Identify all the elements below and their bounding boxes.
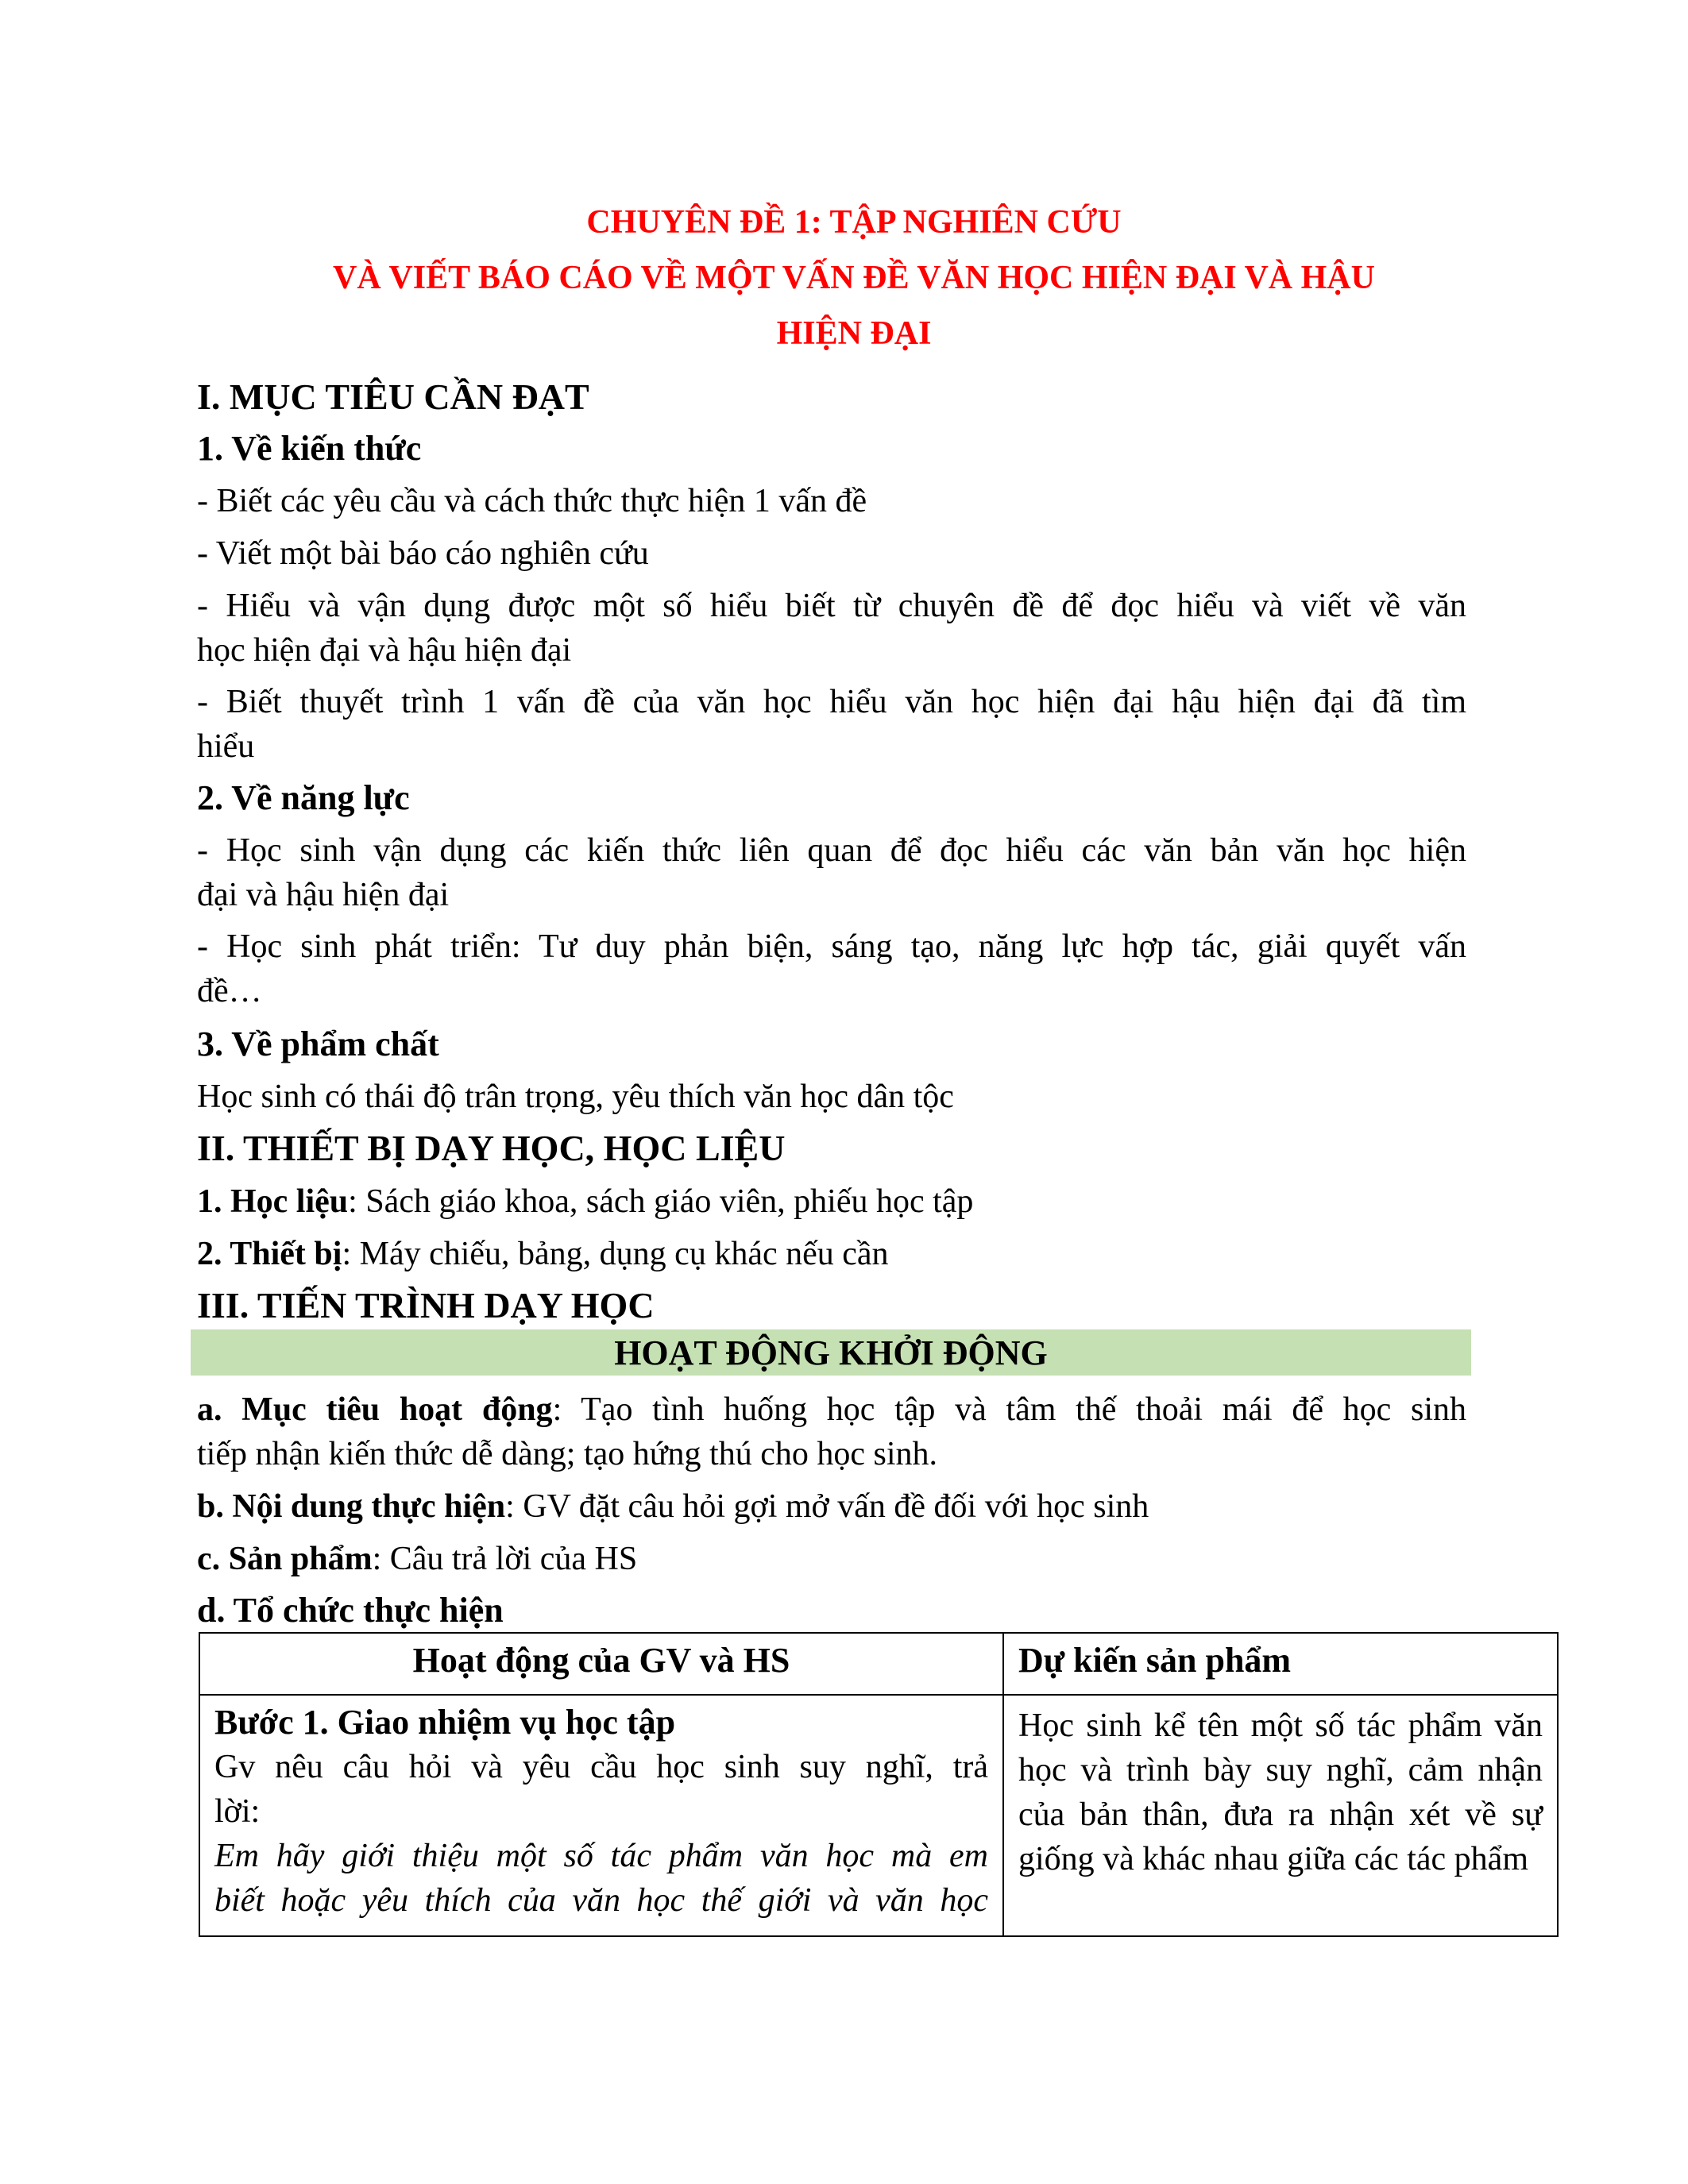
competence-item-2-line-2: đề… (197, 973, 262, 1009)
equipment-text: : Máy chiếu, bảng, dụng cụ khác nếu cần (342, 1236, 889, 1272)
product-text: : Câu trả lời của HS (372, 1541, 638, 1577)
content-label: b. Nội dung thực hiện (197, 1488, 506, 1525)
knowledge-item-3-line-2: học hiện đại và hậu hiện đại (197, 632, 572, 669)
competence-item-1-line-1: - Học sinh vận dụng các kiến thức liên quan để đọc hiểu các văn bản văn học hiện (197, 832, 1466, 869)
table-header-row (199, 1633, 1558, 1695)
competence-item-2-line-1: - Học sinh phát triển: Tư duy phản biện, sáng tạo, năng lực hợp tác, giải quyết vấn (197, 928, 1466, 965)
step-1-title: Bước 1. Giao nhiệm vụ học tập (214, 1703, 676, 1742)
knowledge-item-2: - Viết một bài báo cáo nghiên cứu (197, 535, 649, 572)
organization-table (199, 1632, 1559, 1937)
materials-label: 1. Học liệu (197, 1183, 349, 1220)
materials-text: : Sách giáo khoa, sách giáo viên, phiếu học tập (348, 1183, 974, 1220)
table-row (199, 1695, 1558, 1936)
section-1-heading: I. MỤC TIÊU CẦN ĐẠT (197, 376, 589, 417)
title-line-3: HIỆN ĐẠI (776, 315, 932, 352)
objective-text: : Tạo tình huống học tập và tâm thế thoải mái để học sinh (552, 1391, 1467, 1428)
section-2-heading: II. THIẾT BỊ DẠY HỌC, HỌC LIỆU (197, 1128, 786, 1168)
product-label: c. Sản phẩm (197, 1541, 373, 1577)
content-line (197, 1484, 1466, 1529)
objective-label: a. Mục tiêu hoạt động (197, 1391, 553, 1428)
quality-item: Học sinh có thái độ trân trọng, yêu thích văn học dân tộc (197, 1078, 954, 1115)
section-3-heading: III. TIẾN TRÌNH DẠY HỌC (197, 1285, 655, 1325)
competence-item-1-line-2: đại và hậu hiện đại (197, 877, 450, 913)
expected-product-text: Học sinh kể tên một số tác phẩm văn học và trình bày suy nghĩ, cảm nhận của bản thân, đưa ra nhận xét về sự giống và khác nhau giữa các tác phẩm (1018, 1707, 1543, 1877)
knowledge-item-3-line-1: - Hiểu và vận dụng được một số hiểu biết từ chuyên đề để đọc hiểu và viết về văn (197, 588, 1466, 624)
title-line-2: VÀ VIẾT BÁO CÁO VỀ MỘT VẤN ĐỀ VĂN HỌC HIỆN ĐẠI VÀ HẬU (333, 260, 1375, 296)
gv-request-line-2: lời: (214, 1793, 261, 1830)
knowledge-item-1: - Biết các yêu cầu và cách thức thực hiện 1 vấn đề (197, 483, 867, 519)
materials-line (197, 1179, 1466, 1224)
table-header-activity: Hoạt động của GV và HS (199, 1633, 1003, 1695)
objective-line-1 (197, 1387, 1466, 1432)
product-cell (1003, 1695, 1558, 1936)
title-line-1: CHUYÊN ĐỀ 1: TẬP NGHIÊN CỨU (586, 204, 1122, 241)
objective-line-2: tiếp nhận kiến thức dễ dàng; tạo hứng thú cho học sinh. (197, 1436, 937, 1472)
content-text: : GV đặt câu hỏi gợi mở vấn đề đối với học sinh (505, 1488, 1149, 1525)
equipment-line (197, 1232, 1466, 1276)
sub-heading-quality: 3. Về phẩm chất (197, 1024, 439, 1063)
question-line-2: biết hoặc yêu thích của văn học thế giới và văn học (214, 1882, 988, 1919)
table-header-product: Dự kiến sản phẩm (1003, 1633, 1558, 1695)
sub-heading-competence: 2. Về năng lực (197, 778, 410, 817)
equipment-label: 2. Thiết bị (197, 1236, 342, 1272)
product-line (197, 1537, 1466, 1581)
knowledge-item-4-line-2: hiểu (197, 728, 255, 765)
knowledge-item-4-line-1: - Biết thuyết trình 1 vấn đề của văn học hiểu văn học hiện đại hậu hiện đại đã tìm (197, 684, 1466, 720)
question-line-1: Em hãy giới thiệu một số tác phẩm văn học mà em (214, 1838, 988, 1874)
sub-heading-knowledge: 1. Về kiến thức (197, 429, 422, 468)
activity-cell (199, 1695, 1003, 1936)
activity-band (191, 1329, 1471, 1376)
organization-heading: d. Tổ chức thực hiện (197, 1591, 504, 1630)
activity-band-title: HOẠT ĐỘNG KHỞI ĐỘNG (614, 1333, 1048, 1372)
gv-request-line-1: Gv nêu câu hỏi và yêu cầu học sinh suy nghĩ, trả (214, 1749, 988, 1785)
